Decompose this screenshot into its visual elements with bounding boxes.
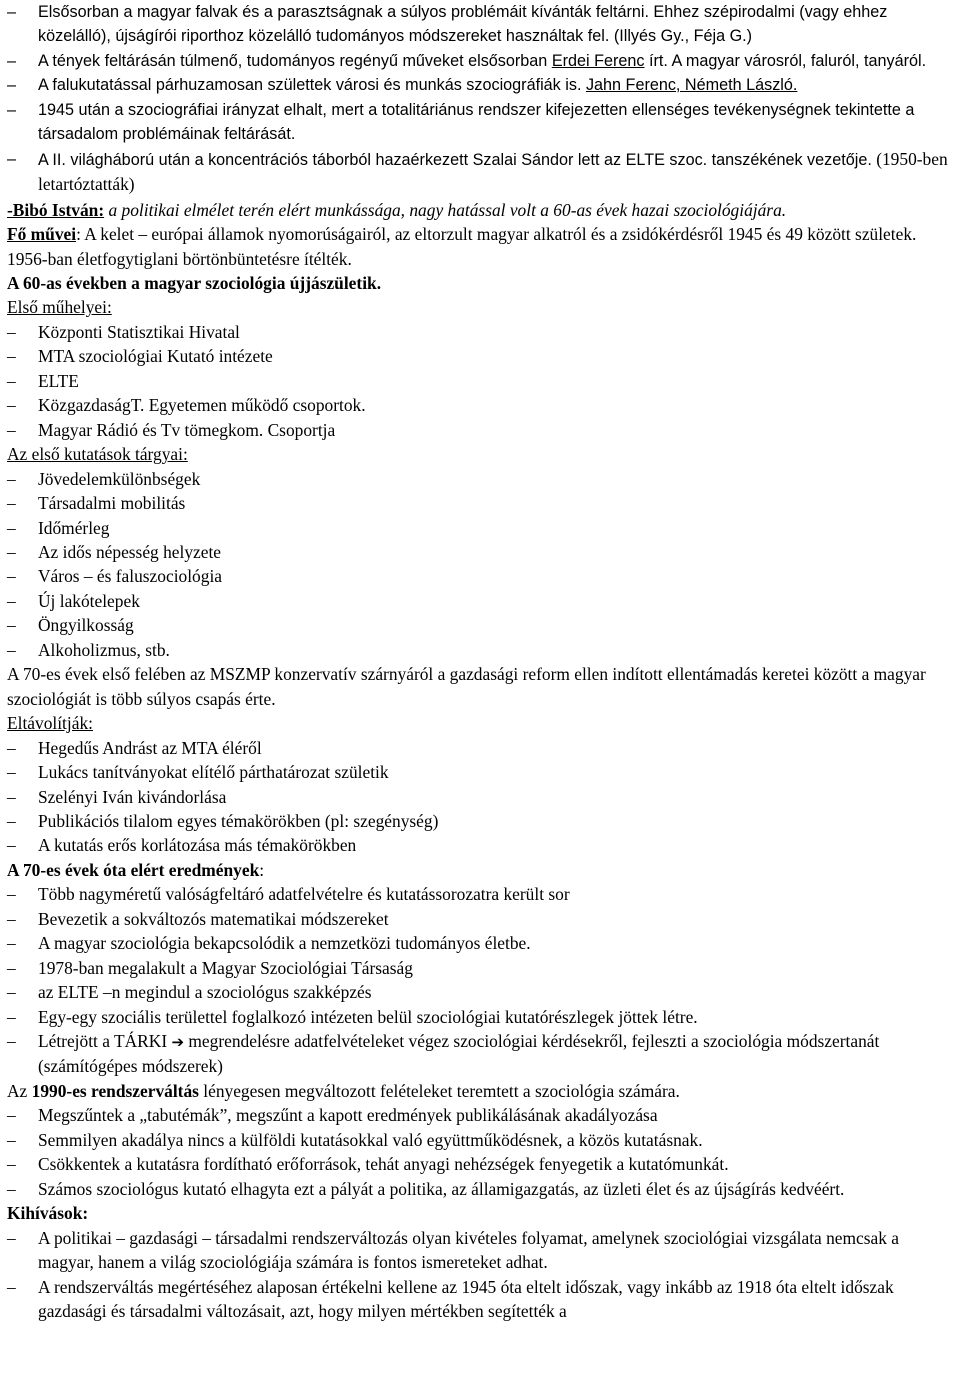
list-item — [7, 516, 954, 540]
list-item — [7, 613, 954, 637]
list-item-text: az ELTE –n megindul a szociológus szakképzés — [38, 982, 372, 1003]
section-heading: Kihívások: — [7, 1203, 89, 1224]
dash-bullet: – — [7, 395, 16, 416]
dash-bullet: – — [7, 493, 16, 514]
muhelyek-list — [7, 320, 954, 442]
list-item — [7, 785, 954, 809]
list-item — [7, 564, 954, 588]
list-item-text: Az idős népesség helyzete — [38, 541, 222, 562]
list-item — [7, 320, 954, 344]
list-item-text: Központi Statisztikai Hivatal — [38, 321, 240, 342]
list-item-text: Több nagyméretű valóságfeltáró adatfelvételre és kutatássorozatra került sor — [38, 884, 570, 905]
list-item — [7, 0, 954, 49]
dash-bullet: – — [7, 615, 16, 636]
dash-bullet: – — [7, 1105, 16, 1126]
list-item — [7, 418, 954, 442]
list-item — [7, 1275, 954, 1324]
erdei-ferenc-name: Erdei Ferenc — [551, 51, 645, 70]
section-heading — [7, 858, 954, 882]
list-item-text: Publikációs tilalom egyes témakörökben (pl: szegénység) — [38, 810, 439, 831]
list-item — [7, 882, 954, 906]
dash-bullet: – — [7, 3, 17, 21]
list-item-text: A falukutatással párhuzamosan születtek városi és munkás szociográfiák is. — [38, 76, 586, 95]
paragraph-1990 — [7, 1079, 954, 1103]
dash-bullet: – — [7, 468, 16, 489]
list-item-text: A II. világháború után a koncentrációs táborból hazaérkezett Szalai Sándor lett az ELTE szoc. tanszékének vezetője. — [38, 150, 872, 169]
dash-bullet: – — [7, 321, 16, 342]
list-item-text: Új lakótelepek — [38, 590, 140, 611]
list-item — [7, 540, 954, 564]
list-item — [7, 344, 954, 368]
dash-bullet: – — [7, 1006, 16, 1027]
bibo-name: -Bibó István: — [7, 199, 105, 220]
section-heading: Eltávolítják: — [7, 713, 93, 734]
list-item — [7, 393, 954, 417]
dash-bullet: – — [7, 590, 16, 611]
dash-bullet: – — [7, 76, 17, 95]
list-item-text: Számos szociológus kutató elhagyta ezt a pályát a politika, az államigazgatás, az üzleti élet és az újságírás kedvéért. — [38, 1178, 845, 1199]
list-item — [7, 49, 954, 73]
eltavolitjak-list — [7, 736, 954, 858]
list-item-text: KözgazdaságT. Egyetemen működő csoportok. — [38, 395, 366, 416]
dash-bullet: – — [7, 884, 16, 905]
dash-bullet: – — [7, 419, 16, 440]
list-item — [7, 73, 954, 97]
list-item — [7, 1128, 954, 1152]
fo-muvei-label: Fő művei — [7, 224, 77, 245]
list-item — [7, 833, 954, 857]
list-item-text: 1978-ban megalakult a Magyar Szociológiai Társaság — [38, 957, 413, 978]
dash-bullet: – — [7, 51, 17, 70]
list-item-text: A tények feltárásán túlmenő, tudományos regényű műveket elsősorban — [38, 51, 552, 70]
list-item — [7, 1177, 954, 1201]
list-item-text: Hegedűs Andrást az MTA éléről — [38, 737, 262, 758]
list-item-text: MTA szociológiai Kutató intézete — [38, 346, 273, 367]
bibo-paragraph — [7, 198, 954, 222]
list-item — [7, 760, 954, 784]
list-item-text: A rendszerváltás megértéséhez alaposan értékelni kellene az 1945 óta eltelt időszak, vagy inkább az 1918 óta eltelt időszak gazdasági és társadalmi változásait, azt, hogy milyen mértékben segítették a — [38, 1276, 894, 1322]
dash-bullet: – — [7, 737, 16, 758]
dash-bullet: – — [7, 908, 16, 929]
list-item-text: Megszűntek a „tabutémák”, megszűnt a kapott eredmények publikálásának akadályozása — [38, 1105, 658, 1126]
list-item-text: Létrejött a TÁRKI — [38, 1031, 172, 1052]
eredmenyek-heading: A 70-es évek óta elért eredmények — [7, 859, 260, 880]
dash-bullet: – — [7, 370, 16, 391]
dash-bullet: – — [7, 1129, 16, 1150]
list-item-text: A magyar szociológia bekapcsolódik a nemzetközi tudományos életbe. — [38, 933, 531, 954]
dash-bullet: – — [7, 957, 16, 978]
list-item-text: Semmilyen akadálya nincs a külföldi kutatásokkal való együttműködésnek, a közös kutatásnak. — [38, 1129, 703, 1150]
dash-bullet: – — [7, 639, 16, 660]
dash-bullet: – — [7, 1276, 16, 1297]
eredmenyek-list — [7, 882, 954, 1029]
rendszervaltas-bold: 1990-es rendszerváltás — [31, 1080, 199, 1101]
list-item-text: Csökkentek a kutatásra fordítható erőforrások, tehát anyagi nehézségek fenyegetik a kutatómunkát. — [38, 1154, 729, 1175]
list-item-text: Alkoholizmus, stb. — [38, 639, 170, 660]
list-item — [7, 980, 954, 1004]
list-item-text: Elsősorban a magyar falvak és a parasztságnak a súlyos problémáit kívánták feltárni. Ehhez szépirodalmi (vagy ehhez közelálló), újságírói riporthoz közelálló tudományos módszereket használtak fel. (Illyés Gy., Féja G.) — [38, 3, 888, 46]
list-item — [7, 956, 954, 980]
list-item — [7, 931, 954, 955]
list-item-text: ELTE — [38, 370, 79, 391]
bibo-text: a politikai elmélet terén elért munkássága, nagy hatással volt a 60-as évek hazai szociológiájára. — [104, 199, 787, 220]
list-item — [7, 1103, 954, 1127]
dash-bullet: – — [7, 786, 16, 807]
section-heading: A 60-as években a magyar szociológia újjászületik. — [7, 272, 382, 293]
list-item-text: Egy-egy szociális területtel foglalkozó intézeten belül szociológiai kutatórészlegek jöttek létre. — [38, 1006, 698, 1027]
list-item-text: Város – és faluszociológia — [38, 566, 222, 587]
list-item-text: Időmérleg — [38, 517, 110, 538]
list-item — [7, 369, 954, 393]
jahn-nemeth-names: Jahn Ferenc, Németh László. — [585, 76, 798, 95]
list-item — [7, 1029, 954, 1079]
list-item-text: Magyar Rádió és Tv tömegkom. Csoportja — [38, 419, 336, 440]
paragraph-1990-post: lényegesen megváltozott felételeket teremtett a szociológia számára. — [198, 1080, 680, 1101]
fo-muvei-paragraph — [7, 222, 954, 271]
list-item — [7, 736, 954, 760]
list-item — [7, 589, 954, 613]
dash-bullet: – — [7, 1031, 16, 1052]
list-item — [7, 638, 954, 662]
list-item — [7, 147, 954, 198]
dash-bullet: – — [7, 346, 16, 367]
dash-bullet: – — [7, 1154, 16, 1175]
dash-bullet: – — [7, 517, 16, 538]
dash-bullet: – — [7, 541, 16, 562]
list-item-text: Társadalmi mobilitás — [38, 493, 186, 514]
targyai-list — [7, 467, 954, 663]
fo-muvei-text: : A kelet – európai államok nyomorúságairól, az eltorzult magyar alkatról és a zsidókérdésről 1945 és 49 között születek. 1956-ban életfogytiglani börtönbüntetésre ítélték. — [7, 224, 917, 269]
list-item — [7, 98, 954, 147]
list-item-text: A kutatás erős korlátozása más témakörökben — [38, 835, 357, 856]
dash-bullet: – — [7, 1227, 16, 1248]
dash-bullet: – — [7, 810, 16, 831]
paragraph-1990-pre: Az — [7, 1080, 32, 1101]
list-item-text: Lukács tanítványokat elítélő párthatározat születik — [38, 762, 389, 783]
dash-bullet: – — [7, 100, 17, 119]
arrow-icon: ➔ — [171, 1033, 185, 1052]
list-item-text: megrendelésre adatfelvételeket végez szociológiai kérdésekről, fejleszti a szociológia módszertanát (számítógépes módszerek) — [38, 1031, 880, 1077]
rendszervaltas-list — [7, 1103, 954, 1201]
section-heading: Első műhelyei: — [7, 297, 112, 318]
list-item — [7, 809, 954, 833]
list-item — [7, 1226, 954, 1275]
section-heading: Az első kutatások tárgyai: — [7, 444, 188, 465]
dash-bullet: – — [7, 566, 16, 587]
list-item-text: Szelényi Iván kivándorlása — [38, 786, 227, 807]
list-item-text: (1950-ben letartóztatták) — [38, 148, 948, 195]
eredmenyek-heading-tail: : — [259, 859, 265, 880]
list-item-text: Öngyilkosság — [38, 615, 134, 636]
dash-bullet: – — [7, 762, 16, 783]
kihivasok-list — [7, 1226, 954, 1324]
paragraph-70s: A 70-es évek első felében az MSZMP konzervatív szárnyáról a gazdasági reform ellen indított ellentámadás keretei között a magyar szociológiát is több súlyos csapás érte. — [7, 664, 926, 709]
list-item-text: 1945 után a szociográfiai irányzat elhalt, mert a totalitáriánus rendszer kifejezetten ellenséges tevékenységnek tekintette a társadalom problémáinak feltárását. — [38, 100, 915, 144]
dash-bullet: – — [7, 835, 16, 856]
dash-bullet: – — [7, 1178, 16, 1199]
dash-bullet: – — [7, 149, 17, 168]
list-item-text: A politikai – gazdasági – társadalmi rendszerváltozás olyan kivételes folyamat, amelynek szociológiai vizsgálata nemcsak a magyar, hanem a világ szociológiája számára is fontos ismereteket adhat. — [38, 1227, 900, 1273]
list-item — [7, 491, 954, 515]
list-item-text: Jövedelemkülönbségek — [38, 468, 201, 489]
list-item — [7, 1152, 954, 1176]
dash-bullet: – — [7, 982, 16, 1003]
list-item — [7, 1005, 954, 1029]
dash-bullet: – — [7, 933, 16, 954]
list-item — [7, 467, 954, 491]
list-item — [7, 907, 954, 931]
list-item-text: írt. A magyar városról, faluról, tanyáról. — [644, 51, 927, 70]
list-item-text: Bevezetik a sokváltozós matematikai módszereket — [38, 908, 389, 929]
